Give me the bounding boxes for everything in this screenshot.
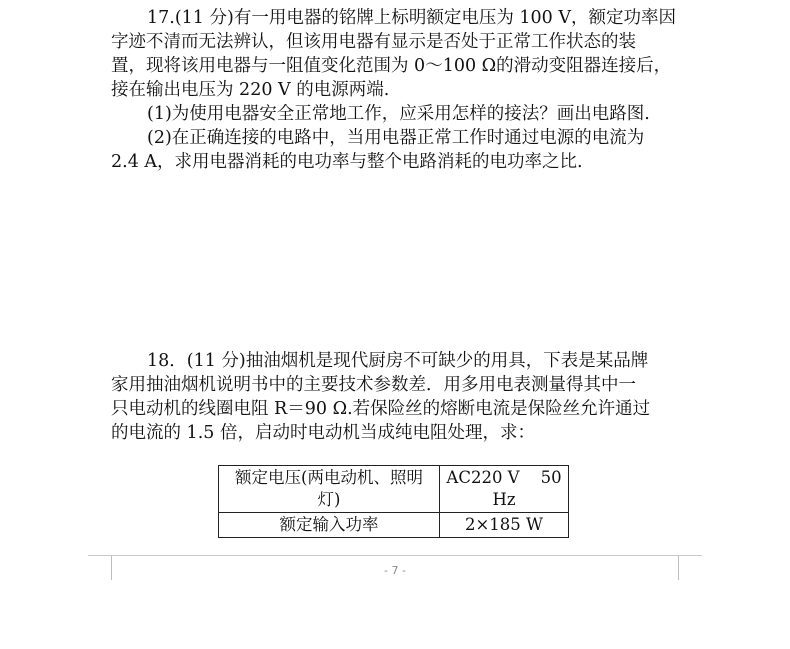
footer-margin-mark-right [678, 556, 679, 580]
rated-voltage-value-line2: Hz [492, 490, 516, 509]
table-row [219, 513, 569, 538]
rated-voltage-label-line1: 额定电压(两电动机、照明 [235, 468, 423, 487]
question-17-line: 字迹不清而无法辨认，但该用电器有显示是否处于正常工作状态的装 [111, 32, 636, 52]
footer-divider [88, 555, 702, 556]
table-cell-value [440, 513, 569, 538]
question-17-line: 接在输出电压为 220 V 的电源两端. [111, 80, 390, 100]
question-17-line: 2.4 A，求用电器消耗的电功率与整个电路消耗的电功率之比. [111, 152, 583, 172]
footer-margin-mark-left [111, 556, 112, 580]
question-17-part-2: (2)在正确连接的电路中，当用电器正常工作时通过电源的电流为 [147, 128, 645, 148]
spec-table [218, 465, 569, 538]
table-cell-value [440, 466, 569, 513]
question-17-line: 17.(11 分)有一用电器的铭牌上标明额定电压为 100 V，额定功率因 [147, 8, 676, 28]
rated-power-value: 2×185 W [464, 515, 544, 534]
rated-voltage-label-line2: 灯) [317, 490, 341, 509]
page-number: - 7 - [384, 564, 406, 577]
rated-power-label: 额定输入功率 [279, 515, 379, 534]
table-row [219, 466, 569, 513]
question-17 [111, 6, 691, 174]
question-18-line: 的电流的 1.5 倍，启动时电动机当成纯电阻处理，求： [111, 423, 535, 443]
rated-voltage-value-line1: AC220 V 50 [446, 468, 562, 487]
question-17-line: 置，现将该用电器与一阻值变化范围为 0～100 Ω的滑动变阻器连接后， [111, 56, 672, 76]
question-18 [111, 349, 691, 445]
question-18-line: 18．(11 分)抽油烟机是现代厨房不可缺少的用具，下表是某品牌 [147, 351, 649, 371]
question-18-line: 家用抽油烟机说明书中的主要技术参数差．用多用电表测量得其中一 [111, 375, 636, 395]
question-17-part-1: (1)为使用电器安全正常地工作，应采用怎样的接法？画出电路图. [147, 104, 650, 124]
question-18-line: 只电动机的线圈电阻 R＝90 Ω.若保险丝的熔断电流是保险丝允许通过 [111, 399, 651, 419]
table-cell-label [219, 466, 440, 513]
table-cell-label [219, 513, 440, 538]
